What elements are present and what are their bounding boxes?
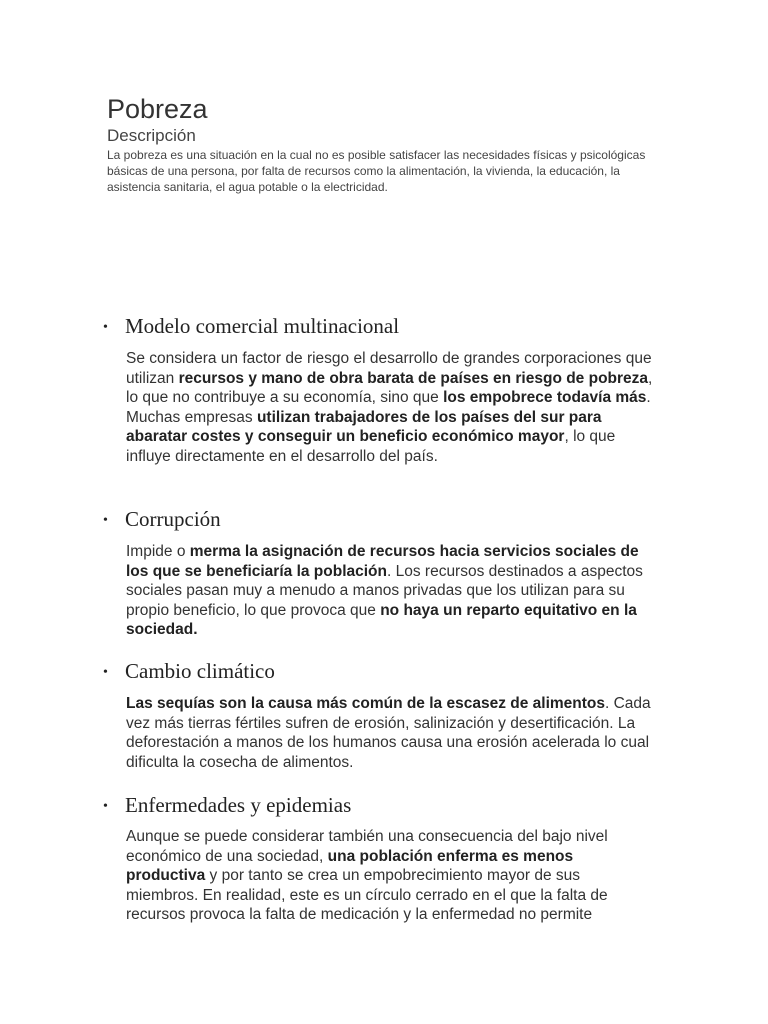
page-subtitle: Descripción xyxy=(107,126,196,145)
section-heading-corrupcion xyxy=(103,506,221,534)
bold-text-run: utilizan trabajadores de los países del sur para abaratar costes y conseguir un beneficio económico mayor xyxy=(126,408,602,446)
section-heading-text: Modelo comercial multinacional xyxy=(125,314,400,338)
section-body-cambio-climatico xyxy=(126,694,656,772)
text-run: . Muchas empresas xyxy=(126,389,651,426)
section-body-enfermedades xyxy=(126,827,656,923)
bold-text-run: los empobrece todavía más xyxy=(443,389,647,407)
section-heading-text: Enfermedades y epidemias xyxy=(125,793,352,817)
bullet-icon: • xyxy=(103,320,108,336)
bullet-icon: • xyxy=(103,513,108,529)
section-body-corrupcion xyxy=(126,542,656,640)
bold-text-run: recursos y mano de obra barata de países en riesgo de pobreza xyxy=(178,369,649,387)
section-heading-modelo-comercial xyxy=(103,313,399,341)
section-heading-text: Cambio climático xyxy=(125,659,275,683)
text-run: , lo que no contribuye a su economía, sino que xyxy=(126,369,653,407)
text-run: y por tanto se crea un empobrecimiento mayor de sus miembros. En realidad, este es un círculo cerrado en el que la falta de recursos provoca la falta de medicación y la enfermedad no permite xyxy=(126,867,608,923)
text-run: . Cada vez más tierras fértiles sufren de erosión, salinización y desertificación. La deforestación a manos de los humanos causa una erosión acelerada lo cual dificulta la cosecha de alimentos. xyxy=(126,695,651,771)
text-run: Impide o xyxy=(126,543,190,560)
bold-text-run: merma la asignación de recursos hacia servicios sociales de los que se beneficiaría la población xyxy=(126,543,639,580)
bold-text-run: no haya un reparto equitativo en la sociedad. xyxy=(126,601,637,639)
intro-paragraph: La pobreza es una situación en la cual no es posible satisfacer las necesidades físicas y psicológicas básicas de una persona, por falta de recursos como la alimentación, la vivienda, la educación, la asistencia sanitaria, el agua potable o la electricidad. xyxy=(107,148,646,194)
text-run: , lo que influye directamente en el desarrollo del país. xyxy=(126,428,616,465)
section-heading-text: Corrupción xyxy=(125,507,221,531)
bold-text-run: Las sequías son la causa más común de la escasez de alimentos xyxy=(126,695,605,712)
text-run: Aunque se puede considerar también una consecuencia del bajo nivel económico de una sociedad, xyxy=(126,828,608,865)
text-run: . Los recursos destinados a aspectos sociales pasan muy a menudo a manos privadas que los utilizan para su propio beneficio, lo que provoca que xyxy=(126,562,643,619)
bullet-icon: • xyxy=(103,799,108,815)
text-run: Se considera un factor de riesgo el desarrollo de grandes corporaciones que utilizan xyxy=(126,350,652,387)
section-heading-enfermedades xyxy=(103,792,351,820)
page-title: Pobreza xyxy=(107,94,208,124)
section-heading-cambio-climatico xyxy=(103,658,275,686)
section-body-modelo-comercial xyxy=(126,349,656,467)
bullet-icon: • xyxy=(103,665,108,681)
bold-text-run: una población enferma es menos productiva xyxy=(126,847,574,885)
